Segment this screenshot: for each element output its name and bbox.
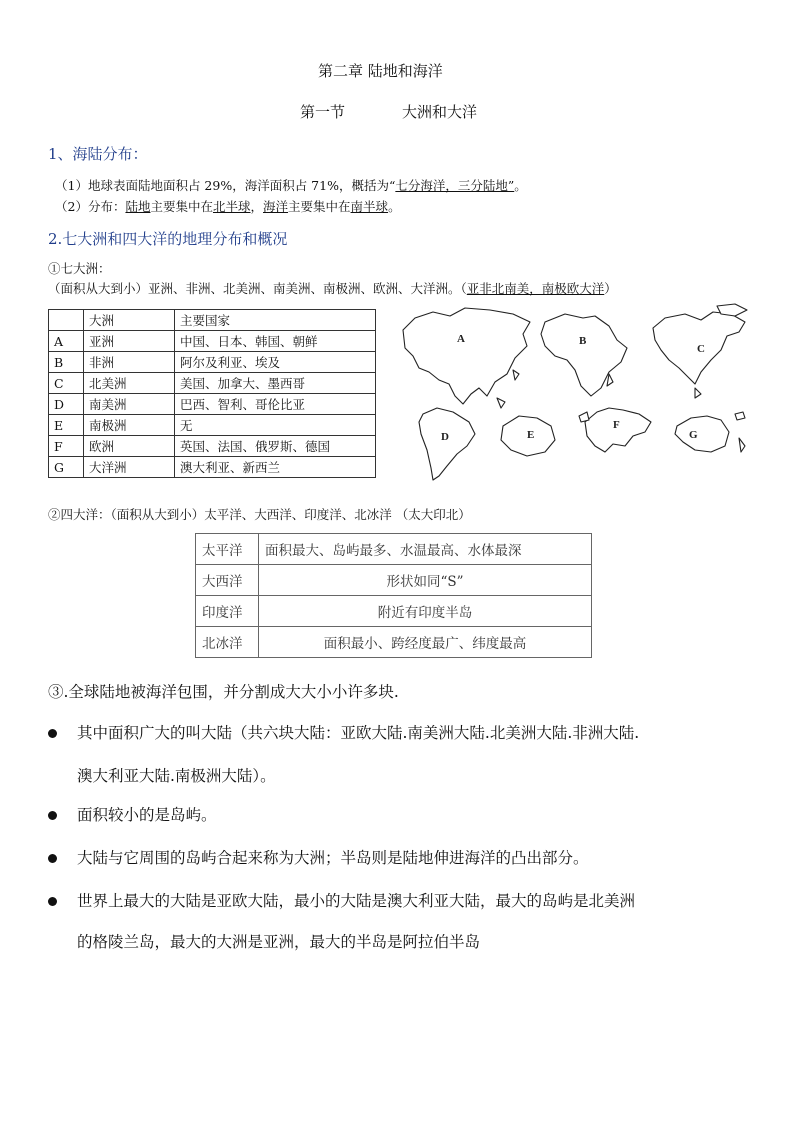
map-label-f: F [613,419,620,431]
continents-order-close: ） [604,281,617,296]
ocean-name: 北冰洋 [196,627,259,658]
ocean-desc: 面积最大、岛屿最多、水温最高、水体最深 [259,534,592,565]
section-title: 大洲和大洋 [402,103,478,121]
south-america-outline [419,408,475,480]
table-row [196,596,592,627]
line2-g: 主要集中在 [288,199,351,214]
row-letter: E [49,415,84,436]
row-letter: F [49,436,84,457]
row-letter: A [49,331,84,352]
row-letter: G [49,457,84,478]
line2-north: 北半球 [212,199,251,214]
land-sea-line-2 [55,197,401,215]
row-continent: 南美洲 [84,394,175,415]
table-row [49,436,376,457]
bullet-dot [48,811,57,820]
ocean-name: 印度洋 [196,596,259,627]
line2-ocean: 海洋 [263,199,289,214]
continents-order-text: （面积从大到小）亚洲、非洲、北美洲、南美洲、南极洲、欧洲、大洋洲。（ [48,281,467,296]
heading-land-sea: 1、海陆分布： [48,145,148,163]
table-row [196,565,592,596]
continent-maps [395,300,765,485]
africa-outline [541,314,627,396]
header-cell [49,310,84,331]
line1-text: （1）地球表面陆地面积占 29%，海洋面积占 71%，概括为“ [55,178,396,193]
row-letter: C [49,373,84,394]
map-label-a: A [457,333,465,345]
heading-continents-oceans: 2.七大洲和四大洋的地理分布和概况 [48,230,288,248]
bullet-1-line-1: 其中面积广大的叫大陆（共六块大陆：亚欧大陆.南美洲大陆.北美洲大陆.非洲大陆. [77,724,640,742]
map-label-b: B [579,335,587,347]
row-continent: 大洋洲 [84,457,175,478]
row-countries: 无 [175,415,376,436]
row-continent: 非洲 [84,352,175,373]
bullet-4-line-1: 世界上最大的大陆是亚欧大陆，最小的大陆是澳大利亚大陆，最大的岛屿是北美洲 [77,892,636,910]
table-row [196,627,592,658]
continent-table [48,309,376,478]
table-row [49,373,376,394]
table-row [49,352,376,373]
ocean-desc: 形状如同“S” [259,565,592,596]
row-countries: 美国、加拿大、墨西哥 [175,373,376,394]
asia-outline [403,308,530,404]
row-countries: 阿尔及利亚、埃及 [175,352,376,373]
line2-south: 南半球 [350,199,389,214]
bullet-dot [48,854,57,863]
map-label-e: E [527,429,535,441]
land-sea-line-1 [55,176,527,194]
continents-subheading: ①七大洲： [48,261,111,276]
line2-land: 陆地 [125,199,151,214]
line2-e: ， [250,199,264,214]
table-row [49,457,376,478]
ocean-desc: 附近有印度半岛 [259,596,592,627]
row-countries: 中国、日本、韩国、朝鲜 [175,331,376,352]
ocean-name: 太平洋 [196,534,259,565]
table-row [49,331,376,352]
bullet-2: 面积较小的是岛屿。 [77,806,217,824]
row-continent: 南极洲 [84,415,175,436]
table-row [49,394,376,415]
header-cell: 主要国家 [175,310,376,331]
row-countries: 英国、法国、俄罗斯、德国 [175,436,376,457]
line2-c: 主要集中在 [150,199,213,214]
line1-end: 。 [514,178,527,193]
line2-a: （2）分布： [55,199,126,214]
table-row [49,415,376,436]
bullet-dot [48,729,57,738]
map-label-g: G [689,429,698,441]
bullet-dot [48,897,57,906]
chapter-title: 第二章 陆地和海洋 [318,62,443,80]
header-cell: 大洲 [84,310,175,331]
bullet-1-line-2: 澳大利亚大陆.南极洲大陆）。 [77,767,276,785]
table-header-row [49,310,376,331]
ocean-table [195,533,592,658]
oceans-subheading: ②四大洋：（面积从大到小）太平洋、大西洋、印度洋、北冰洋 （太大印北） [48,507,471,522]
line2-i: 。 [388,199,401,214]
bullet-4-line-2: 的格陵兰岛，最大的大洲是亚洲，最大的半岛是阿拉伯半岛 [77,933,481,951]
continents-order [48,279,617,297]
section-number: 第一节 [300,103,346,121]
line1-underlined: 七分海洋，三分陆地” [395,178,515,193]
row-countries: 澳大利亚、新西兰 [175,457,376,478]
row-continent: 亚洲 [84,331,175,352]
row-countries: 巴西、智利、哥伦比亚 [175,394,376,415]
row-continent: 北美洲 [84,373,175,394]
oceania-outline [675,416,729,452]
continents-mnemonic: 亚非北南美，南极欧大洋 [466,281,605,296]
ocean-name: 大西洋 [196,565,259,596]
table-row [196,534,592,565]
bullet-3: 大陆与它周围的岛屿合起来称为大洲；半岛则是陆地伸进海洋的凸出部分。 [77,849,589,867]
row-letter: B [49,352,84,373]
land-division-heading: ③.全球陆地被海洋包围，并分割成大大小小许多块. [48,683,399,701]
map-label-d: D [441,431,449,443]
ocean-desc: 面积最小、跨经度最广、纬度最高 [259,627,592,658]
row-letter: D [49,394,84,415]
row-continent: 欧洲 [84,436,175,457]
map-label-c: C [697,343,705,355]
